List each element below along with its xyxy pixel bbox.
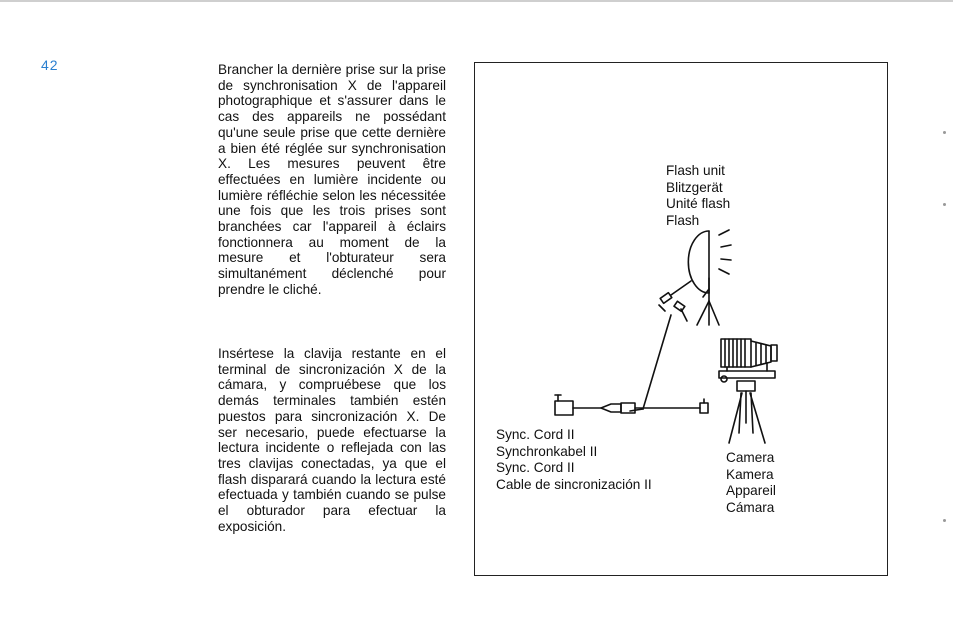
edge-mark <box>943 203 946 206</box>
cord-label-en: Sync. Cord II <box>496 427 575 442</box>
camera-tripod-icon <box>729 381 765 443</box>
flash-camera-diagram <box>475 63 889 577</box>
camera-labels <box>726 450 776 516</box>
camera-label-es: Cámara <box>726 499 775 515</box>
cord-label-es: Cable de sincronización II <box>496 476 652 492</box>
flash-cord <box>671 281 691 295</box>
sync-cord-line <box>643 315 671 409</box>
flash-unit-labels <box>666 163 730 229</box>
sync-cord-labels <box>496 427 652 493</box>
camera-icon <box>719 339 777 382</box>
top-border <box>0 0 953 2</box>
flash-tripod-icon <box>697 278 719 325</box>
flash-label-es: Flash <box>666 212 700 228</box>
page-number: 42 <box>41 57 59 73</box>
sync-cord-icon <box>555 395 708 415</box>
flash-label-en: Flash unit <box>666 163 725 178</box>
edge-mark <box>943 131 946 134</box>
paragraph-spanish: Insértese la clavija restante en el terminal de sincronización X de la cámara, y compruébese que los demás terminales también estén puestos para sincronización X. De ser necesario, puede efectuarse la lectura incidente o reflejada con las tres clavijas conectadas, ya que el flash disparará cuando la lectura esté efectuada y también cuando se pulse el obturador para efectuar la exposición. <box>218 346 446 534</box>
paragraph-french: Brancher la dernière prise sur la prise de synchronisation X de l'appareil photographique et s'assurer dans le cas des appareils ne possédant qu'une seule prise que cette dernière a bien été réglée sur synchronisation X. Les mesures peuvent être effectuées en lumière incidente ou lumière réfléchie selon les nécessitée une fois que les trois prises sont branchées car l'appareil à éclairs fonctionnera au moment de la mesure et l'obturateur sera simultanément déclenché pour prendre le cliché. <box>218 62 446 297</box>
figure-diagram <box>474 62 888 576</box>
edge-mark <box>943 519 946 522</box>
flash-label-fr: Unité flash <box>666 196 731 211</box>
camera-label-de: Kamera <box>726 466 774 482</box>
camera-label-en: Camera <box>726 450 775 465</box>
flash-label-de: Blitzgerät <box>666 179 723 195</box>
camera-label-fr: Appareil <box>726 483 776 498</box>
cord-label-fr: Sync. Cord II <box>496 460 575 475</box>
sensor-plug-icon <box>659 293 687 321</box>
cord-label-de: Synchronkabel II <box>496 443 598 459</box>
